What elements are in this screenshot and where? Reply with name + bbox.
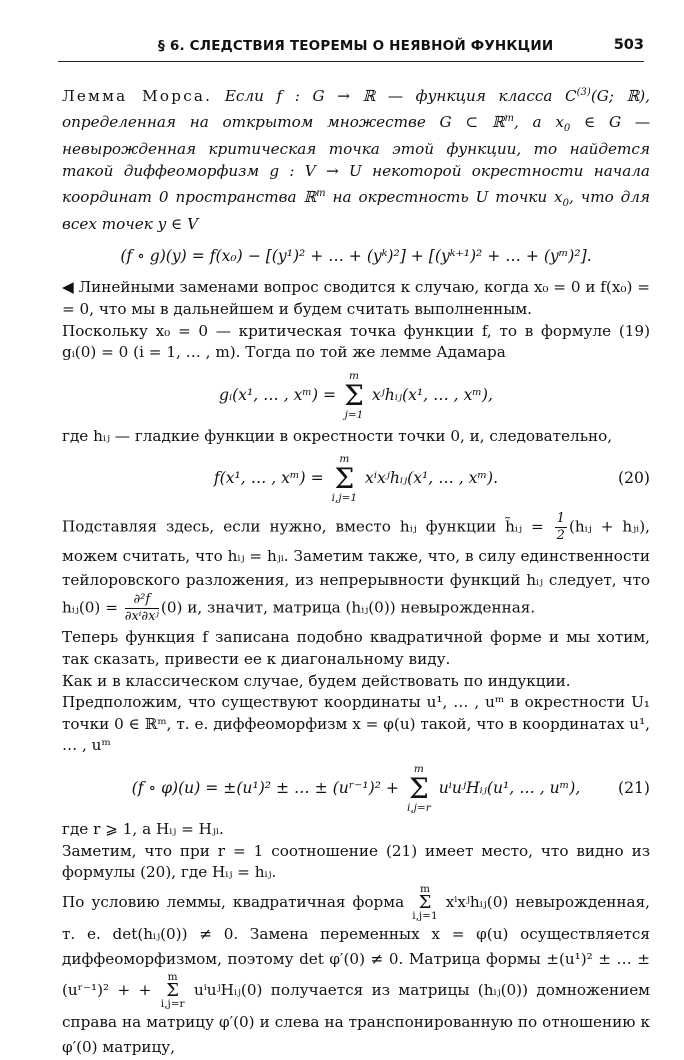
proof-paragraph-4: Подставляя здесь, если нужно, вместо hᵢⱼ функции h̃ᵢⱼ = $\frac{1}{2}$ (hᵢⱼ + hⱼᵢ), можем считать, что hᵢⱼ = hⱼᵢ. Заметим также, что, в силу единственности тейлоровского разложения, из непрерывности функций hᵢⱼ следует, что hᵢⱼ(0) = $\frac{\text{∂²f}}{\text{∂xⁱ∂xʲ}}$ (0) и, значит, матрица (hᵢⱼ(0)) невырожденная. [62, 511, 650, 625]
hadamard-equation: gᵢ(x¹, … , xᵐ) = m Σ j=1 xʲhᵢⱼ(x¹, … , xᵐ), [219, 369, 493, 421]
sum-ij: m Σ i,j=1 [331, 453, 358, 505]
lemma-name: Лемма Морса. [62, 87, 213, 106]
proof-paragraph-3: где hᵢⱼ — гладкие функции в окрестности точки 0, и, следовательно, [62, 426, 613, 445]
morse-equation: (f ∘ g)(y) = f(x₀) − [(y¹)² + … + (yᵏ)²] + [(yᵏ⁺¹)² + … + (yᵐ)²]. [120, 246, 592, 265]
page-number: 503 [613, 37, 644, 53]
proof-paragraph-7: Предположим, что существуют координаты u¹, … , uᵐ в окрестности U₁ точки 0 ∈ ℝᵐ, т. е. диффеоморфизм x = φ(u) такой, что в координатах u¹, … , uᵐ [62, 693, 650, 755]
proof-paragraph-6: Как и в классическом случае, будем действовать по индукции. [62, 671, 571, 690]
page-body [62, 82, 650, 1060]
equation-20-number: (20) [617, 469, 650, 488]
proof-paragraph-9: Заметим, что при r = 1 соотношение (21) имеет место, что видно из формулы (20), где Hᵢⱼ = hᵢⱼ. [62, 841, 650, 882]
equation-21-number: (21) [617, 778, 650, 797]
lemma-statement: Лемма Морса. Если f : G → ℝ — функция класса $C^{(3)}(G$; ℝ), определенная на открытом множестве G ⊂ ℝ$^m$, а $x_0$ ∈ G — невырожденная критическая точка этой функции, то найдется такой диффеоморфизм g : V → U некоторой окрестности начала координат 0 пространства ℝ$^m$ на окрестность U точки $x_0$, что для всех точек y ∈ V [62, 87, 651, 234]
sum-j: m Σ j=1 [344, 369, 364, 421]
header-rule [58, 61, 644, 62]
equation-21: (f ∘ φ)(u) = ±(u¹)² ± … ± (uʳ⁻¹)² + m Σ i,j=r uⁱuʲHᵢⱼ(u¹, … , uᵐ), (21) [131, 762, 650, 814]
equation-20: f(x¹, … , xᵐ) = m Σ i,j=1 xⁱxʲhᵢⱼ(x¹, … , xᵐ). (20) [213, 453, 650, 505]
proof-paragraph-5: Теперь функция f записана подобно квадратичной форме и мы хотим, так сказать, привести ее к диагональному виду. [62, 628, 650, 668]
proof-paragraph-2: Поскольку x₀ = 0 — критическая точка функции f, то в формуле (19) gᵢ(0) = 0 (i = 1, … , m). Тогда по той же лемме Адамара [62, 321, 650, 362]
sum-ijr: m Σ i,j=r [406, 762, 431, 814]
proof-paragraph-1: ◀ Линейными заменами вопрос сводится к случаю, когда x₀ = 0 и f(x₀) = = 0, что мы в дальнейшем и будем считать выполненным. [62, 278, 650, 318]
proof-paragraph-8: где r ⩾ 1, а Hᵢⱼ = Hⱼᵢ. [62, 819, 224, 838]
section-title: § 6. СЛЕДСТВИЯ ТЕОРЕМЫ О НЕЯВНОЙ ФУНКЦИИ [158, 38, 554, 54]
proof-paragraph-10: По условию леммы, квадратичная форма m Σ i,j=1 xⁱxʲhᵢⱼ(0) невырожденная, т. е. det(hᵢⱼ(0)) ≠ 0. Замена переменных x = φ(u) осуществляется диффеоморфизмом, поэтому det φ′(0) ≠ 0. Матрица формы ±(u¹)² ± … ± (uʳ⁻¹)² + + m Σ i,j=r uⁱuʲHᵢⱼ(0) получается из матрицы (hᵢⱼ(0)) домножением справа на матрицу φ′(0) и слева на транспонированную по отношению к φ′(0) матрицу, [62, 882, 650, 1056]
running-header [58, 34, 644, 58]
